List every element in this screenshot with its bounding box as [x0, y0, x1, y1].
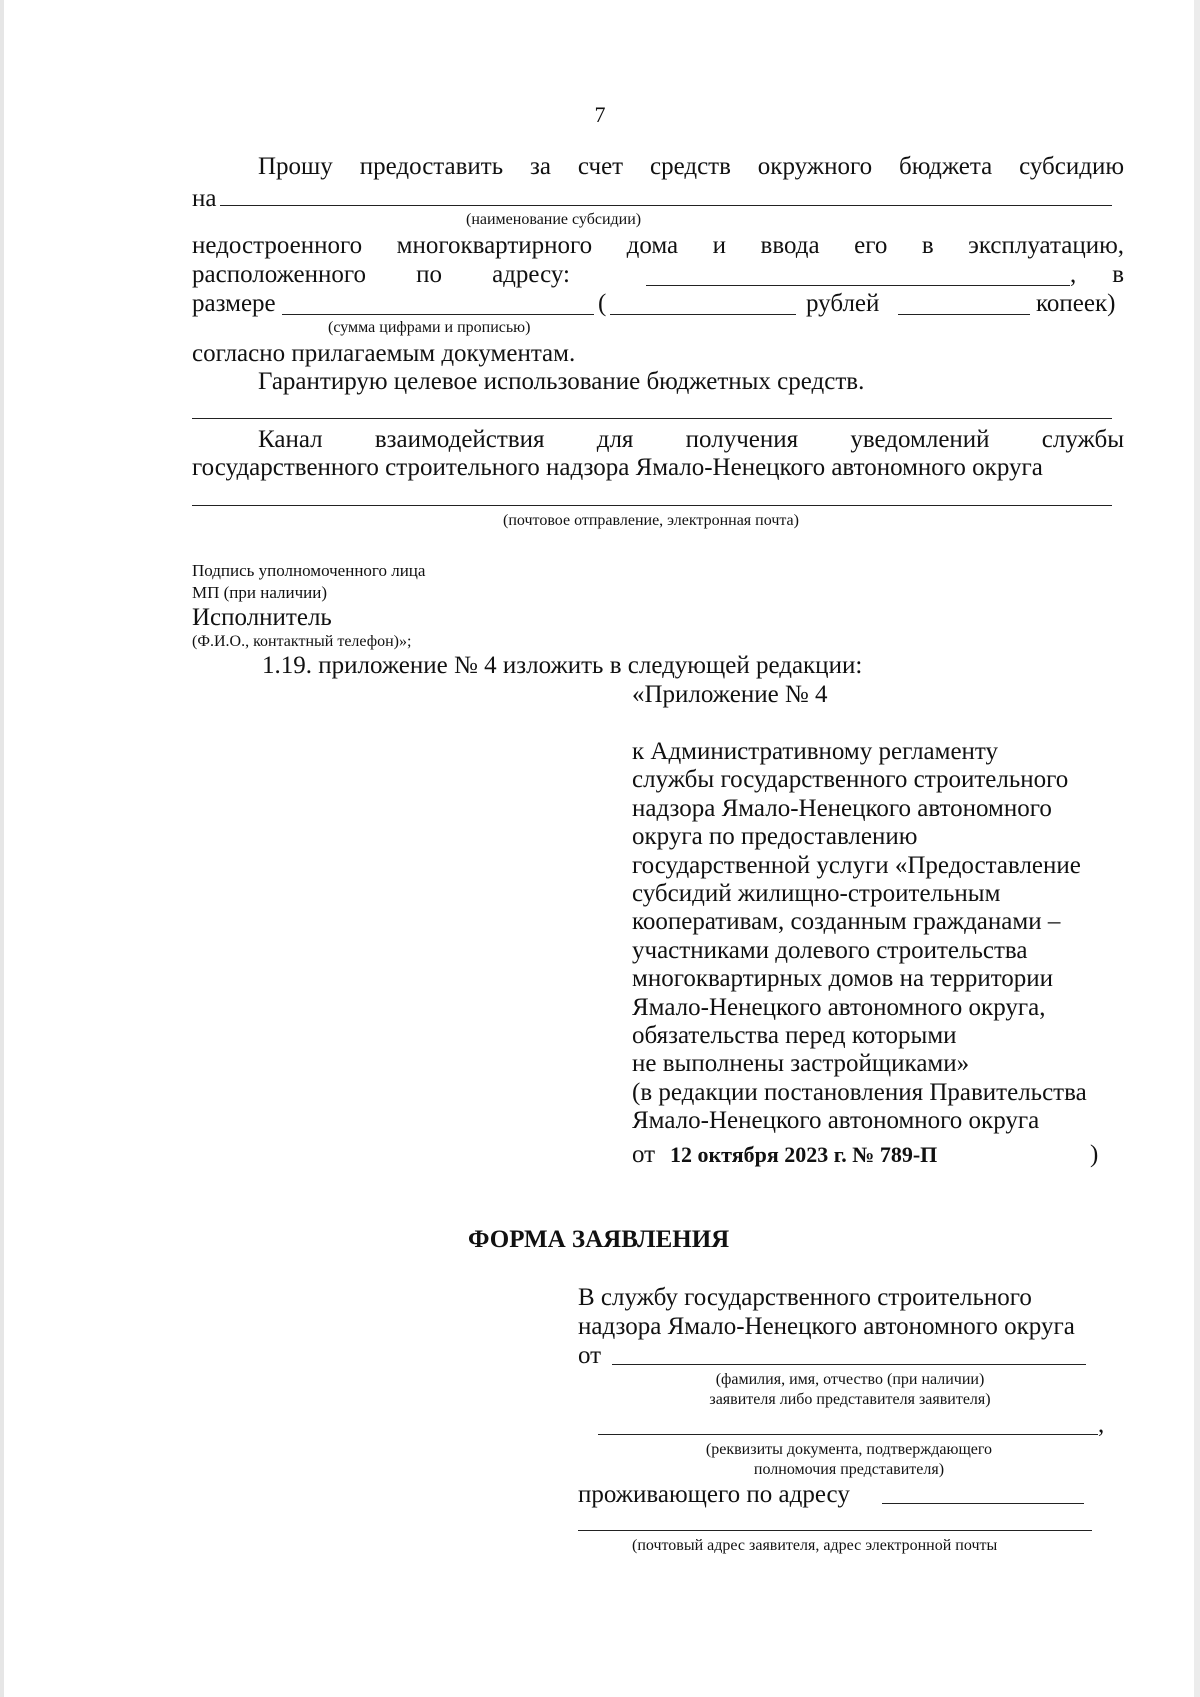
rubles-field[interactable]: [610, 314, 796, 315]
comma-v: , в: [1070, 261, 1124, 288]
mp-label: МП (при наличии): [192, 583, 328, 602]
residing-label: проживающего по адресу: [578, 1481, 850, 1508]
appendix-line: государственной услуги «Предоставление: [632, 852, 1081, 879]
request-na: на: [192, 185, 217, 212]
request-line-3: недостроенного многоквартирного дома и ввода его в эксплуатацию,: [192, 232, 1124, 259]
sum-field[interactable]: [282, 314, 594, 315]
appendix-from: от: [632, 1141, 656, 1168]
hint-doc-2: полномочия представителя): [753, 1461, 945, 1478]
kopeks-label: копеек): [1036, 290, 1116, 317]
kopeks-field[interactable]: [898, 314, 1030, 315]
request-line-4-address-label: расположенного по адресу:: [192, 261, 570, 288]
channel-field[interactable]: [192, 505, 1112, 506]
address-field[interactable]: [646, 285, 1070, 286]
signature-label: Подпись уполномоченного лица: [192, 561, 426, 580]
postal-email-field[interactable]: [578, 1530, 1092, 1531]
appendix-line: надзора Ямало-Ненецкого автономного: [632, 795, 1052, 822]
rubles-label: рублей: [806, 290, 880, 317]
appendix-line: Ямало-Ненецкого автономного округа,: [632, 994, 1046, 1021]
hint-name-1: (фамилия, имя, отчество (при наличии): [715, 1371, 985, 1388]
paren-open: (: [598, 290, 607, 317]
hint-subsidy-name: (наименование субсидии): [466, 211, 642, 228]
authority-document-field[interactable]: [598, 1434, 1098, 1435]
executor-label: Исполнитель: [192, 604, 332, 631]
appendix-line: обязательства перед которыми: [632, 1022, 957, 1049]
page-number: 7: [594, 102, 606, 127]
hint-sum: (сумма цифрами и прописью): [328, 319, 531, 336]
addressee-from: от: [578, 1342, 602, 1369]
hint-postal-email: (почтовый адрес заявителя, адрес электронной почты: [632, 1537, 998, 1554]
appendix-line: участниками долевого строительства: [632, 937, 1028, 964]
residence-address-field[interactable]: [882, 1503, 1084, 1504]
razmere-label: размере: [192, 290, 276, 317]
request-line-1: Прошу предоставить за счет средств окружного бюджета субсидию: [258, 153, 1124, 180]
appendix-line: Ямало-Ненецкого автономного округа: [632, 1107, 1040, 1134]
subsidy-name-field[interactable]: [220, 205, 1112, 206]
appendix-line: кооперативам, созданным гражданами –: [632, 908, 1061, 935]
appendix-line: многоквартирных домов на территории: [632, 965, 1054, 992]
form-title: ФОРМА ЗАЯВЛЕНИЯ: [468, 1226, 730, 1253]
appendix-line: к Административному регламенту: [632, 738, 999, 765]
executor-hint: (Ф.И.О., контактный телефон)»;: [192, 633, 412, 650]
hint-channel: (почтовое отправление, электронная почта): [503, 512, 799, 529]
scan-right-edge: [1194, 0, 1200, 1697]
addressee-line-2: надзора Ямало-Ненецкого автономного округа: [578, 1313, 1075, 1340]
comma: ,: [1098, 1411, 1105, 1438]
appendix-line: (в редакции постановления Правительства: [632, 1079, 1087, 1106]
appendix-line: службы государственного строительного: [632, 766, 1069, 793]
appendix-title: «Приложение № 4: [632, 681, 828, 708]
item-1-19: 1.19. приложение № 4 изложить в следующей редакции:: [262, 652, 863, 679]
applicant-name-field[interactable]: [612, 1364, 1086, 1365]
channel-line-1: Канал взаимодействия для получения уведомлений службы: [258, 426, 1124, 453]
close-paren: ): [1090, 1141, 1099, 1168]
appendix-line: не выполнены застройщиками»: [632, 1050, 970, 1077]
channel-line-2: государственного строительного надзора Ямало-Ненецкого автономного округа: [192, 454, 1043, 481]
separator-line: [192, 418, 1112, 419]
addressee-line-1: В службу государственного строительного: [578, 1284, 1032, 1311]
appendix-line: субсидий жилищно-строительным: [632, 880, 1001, 907]
request-line-6: согласно прилагаемым документам.: [192, 340, 576, 367]
guarantee-text: Гарантирую целевое использование бюджетных средств.: [258, 368, 865, 395]
decree-date-number: 12 октября 2023 г. № 789-П: [670, 1142, 938, 1167]
hint-name-2: заявителя либо представителя заявителя): [709, 1391, 991, 1408]
hint-doc-1: (реквизиты документа, подтверждающего: [705, 1441, 993, 1458]
scan-left-edge: [0, 0, 4, 1697]
appendix-line: округа по предоставлению: [632, 823, 918, 850]
